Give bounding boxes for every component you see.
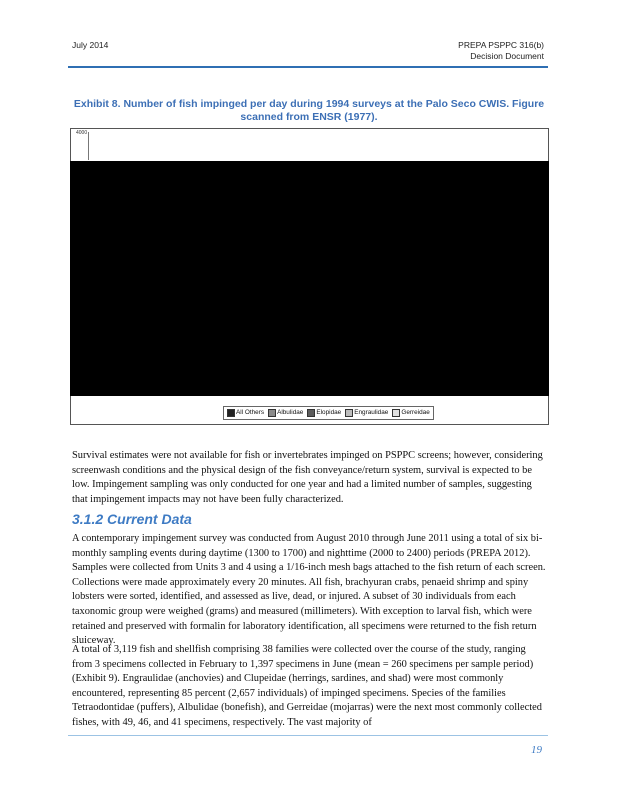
legend-label: Gerreidae — [401, 409, 430, 416]
page-number: 19 — [531, 744, 542, 756]
header-rule — [68, 66, 548, 68]
legend-item — [227, 407, 264, 419]
legend-swatch — [268, 409, 276, 417]
header-date: July 2014 — [72, 40, 109, 50]
figure-plot-area — [88, 132, 548, 160]
paragraph-totals: A total of 3,119 fish and shellfish comprising 38 families were collected over the course of the study, ranging from 3 specimens collected in February to 1,397 specimens in June (mean = 260 specimens per sample period) (Exhibit 9). Engraulidae (anchovies) and Clupeidae (herrings, sardines, and shad) were most commonly encountered, representing 85 percent (2,657 individuals) of impinged specimens. Species of the families Tetraodontidae (puffers), Albulidae (bonefish), and Gerreidae (mojarras) were the next most commonly collected fishes, with 49, 46, and 41 specimens, respectively. The vast majority of — [72, 644, 542, 728]
legend-item — [307, 407, 341, 419]
legend-swatch — [227, 409, 235, 417]
footer-rule — [68, 735, 548, 736]
header-doc-type: Decision Document — [470, 51, 544, 61]
paragraph-current-data: A contemporary impingement survey was conducted from August 2010 through June 2011 using a total of six bi-monthly sampling events during daytime (1300 to 1700) and nighttime (2000 to 2400) periods (PREPA 2012). Samples were collected from Units 3 and 4 using a 1/16-inch mesh bags attached to the fish return of each screen. Collections were made approximately every 20 minutes. All fish, brachyuran crabs, penaeid shrimp and spiny lobsters were sorted, identified, and assessed as live, dead, or injured. A subset of 30 individuals from each taxonomic group were weighed (grams) and measured (millimeters). With exception to larval fish, which were retained and preserved with formalin for laboratory identification, all specimens were returned to the fish return sluiceway. — [72, 533, 546, 647]
legend-item — [392, 407, 429, 419]
legend-swatch — [307, 409, 315, 417]
paragraph-survival: Survival estimates were not available for fish or invertebrates impinged on PSPPC screens; however, considering screenwash conditions and the physical design of the fish conveyance/return system, survival is expected to be low. Impingement sampling was only conducted for one year and had a limited number of samples, suggesting that impingement impacts may not have been fully characterized. — [72, 450, 543, 505]
legend-label: Albulidae — [277, 409, 304, 416]
exhibit-figure — [70, 128, 549, 425]
legend-label: Engraulidae — [354, 409, 389, 416]
figure-redacted-area — [70, 161, 549, 396]
figure-legend — [223, 406, 434, 420]
legend-item — [268, 407, 303, 419]
header-doc-id: PREPA PSPPC 316(b) — [458, 40, 544, 50]
legend-label: All Others — [236, 409, 265, 416]
section-heading: 3.1.2 Current Data — [72, 511, 192, 527]
legend-swatch — [345, 409, 353, 417]
legend-item — [345, 407, 388, 419]
legend-swatch — [392, 409, 400, 417]
figure-y-tick-top: 4000 — [76, 130, 88, 136]
legend-label: Elopidae — [316, 409, 342, 416]
exhibit-title: Exhibit 8. Number of fish impinged per day during 1994 surveys at the Palo Seco CWIS. Figure scanned from ENSR (1977). — [73, 98, 545, 123]
